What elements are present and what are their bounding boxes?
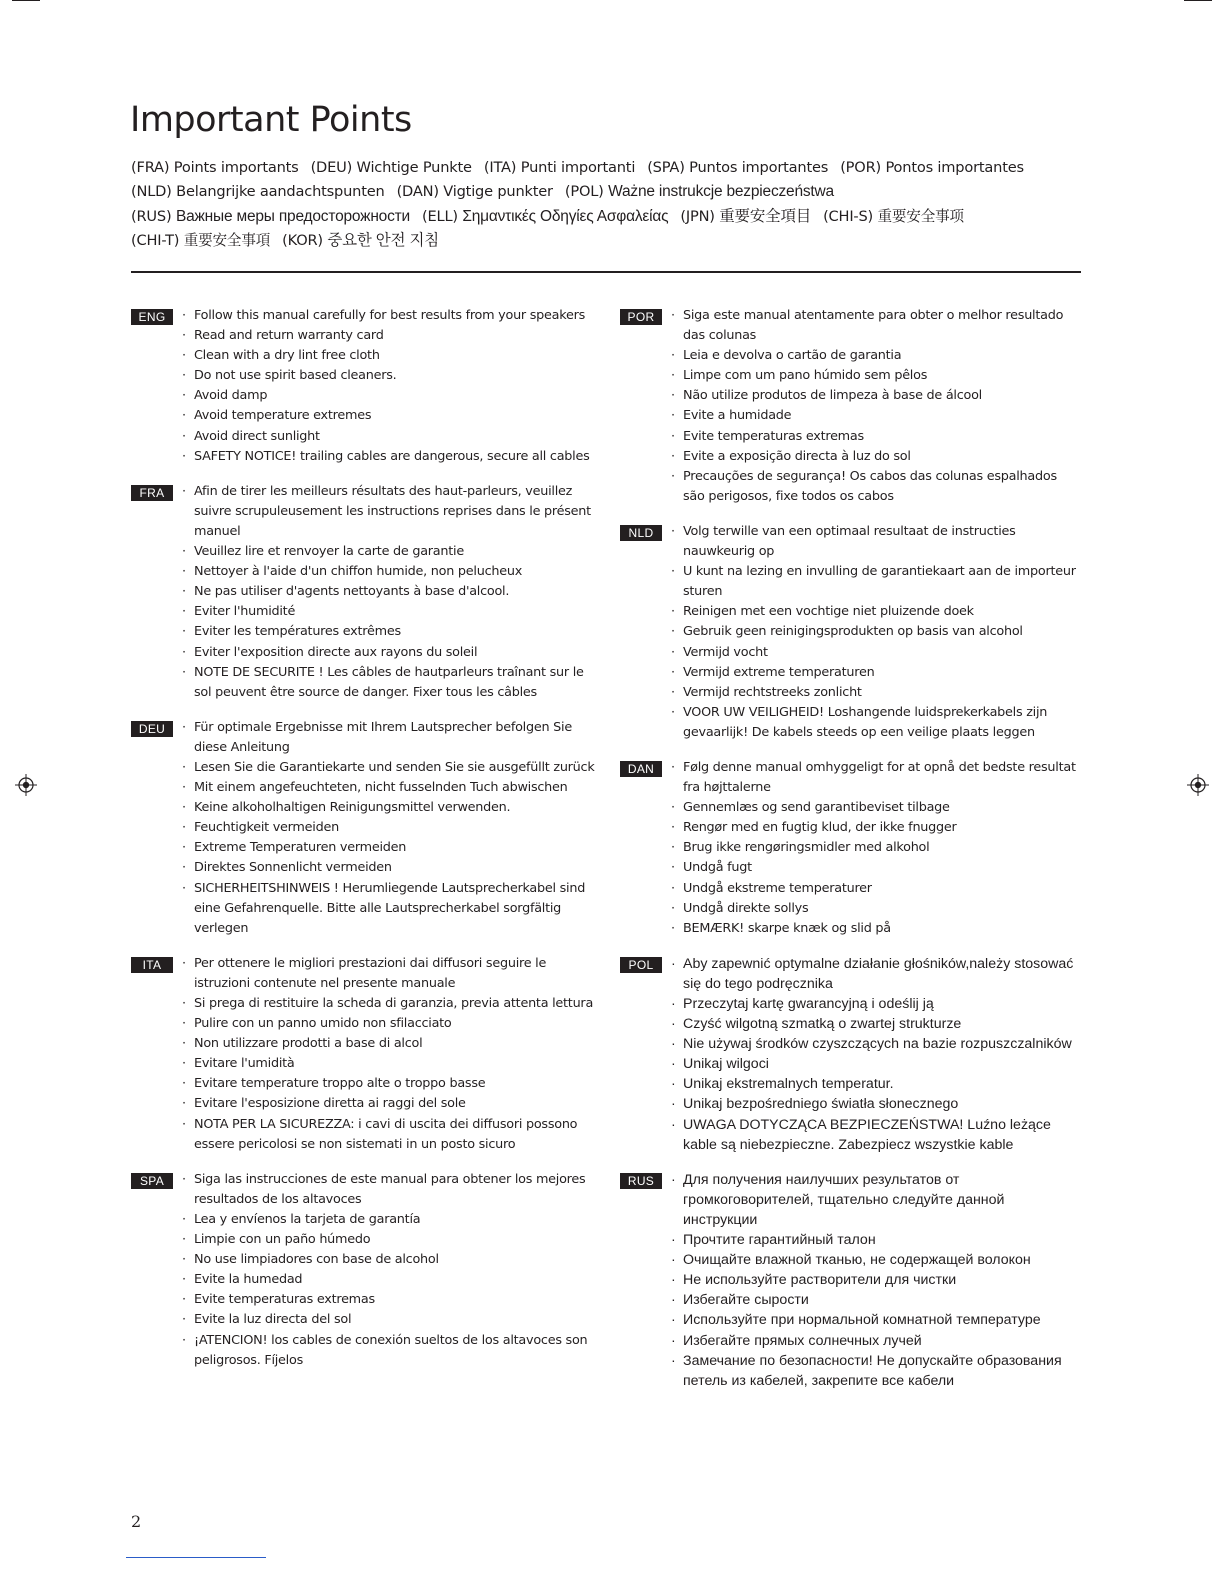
translation-code: (JPN): [680, 207, 715, 225]
section-ita: [131, 954, 601, 1155]
registration-mark-icon: [1187, 774, 1209, 796]
translation-entry: [840, 159, 1024, 176]
translation-text: Pontos importantes: [885, 159, 1024, 176]
translation-entry: [131, 208, 410, 225]
list-item: · Ne pas utiliser d'agents nettoyants à base d'alcool.: [182, 582, 601, 602]
section-rus: [620, 1170, 1080, 1391]
translation-code: (ELL): [422, 207, 458, 225]
section-eng: [131, 306, 601, 467]
list-item: · Brug ikke rengøringsmidler med alkohol: [671, 838, 1080, 858]
list-item: · Reinigen met een vochtige niet pluizende doek: [671, 602, 1080, 622]
translation-entry: [823, 208, 964, 225]
bullet-list: [131, 1170, 601, 1371]
translation-text: Σημαντικές Οδηγίες Ασφαλείας: [462, 207, 669, 225]
list-item: · Não utilize produtos de limpeza à base de álcool: [671, 386, 1080, 406]
list-item: · Leia e devolva o cartão de garantia: [671, 346, 1080, 366]
bullet-list: [620, 1170, 1080, 1391]
translation-entry: [680, 208, 811, 225]
translation-entry: [131, 159, 299, 176]
translation-text: 重要安全事项: [877, 207, 964, 225]
list-item: · Afin de tirer les meilleurs résultats des haut-parleurs, veuillez suivre scrupuleusement les instructions reprises dans le présent manuel: [182, 482, 601, 542]
list-item: · Lesen Sie die Garantiekarte und senden Sie sie ausgefüllt zurück: [182, 758, 601, 778]
list-item: · Vermijd rechtstreeks zonlicht: [671, 683, 1080, 703]
translation-code: (RUS): [131, 207, 172, 225]
section-deu: [131, 718, 601, 939]
language-badge: ENG: [131, 309, 173, 325]
bullet-list: [131, 954, 601, 1155]
list-item: · Avoid temperature extremes: [182, 406, 601, 426]
bullet-list: [620, 758, 1080, 939]
list-item: · NOTE DE SECURITE ! Les câbles de hautparleurs traînant sur le sol peuvent être source de danger. Fixer tous les câbles: [182, 663, 601, 703]
translation-line: [131, 229, 1081, 253]
translation-text: Belangrijke aandachtspunten: [176, 183, 385, 201]
translation-code: (NLD): [131, 183, 172, 201]
list-item: · Undgå ekstreme temperaturer: [671, 879, 1080, 899]
list-item: · Follow this manual carefully for best results from your speakers: [182, 306, 601, 326]
list-item: · Per ottenere le migliori prestazioni dai diffusori seguire le istruzioni contenute nel presente manuale: [182, 954, 601, 994]
bullet-list: [620, 522, 1080, 743]
section-nld: [620, 522, 1080, 743]
list-item: · Precauções de segurança! Os cabos das colunas espalhados são perigosos, fixe todos os cabos: [671, 467, 1080, 507]
list-item: · BEMÆRK! skarpe knæk og slid på: [671, 919, 1080, 939]
translation-code: (FRA): [131, 159, 170, 176]
list-item: · Do not use spirit based cleaners.: [182, 366, 601, 386]
list-item: · Unikaj ekstremalnych temperatur.: [671, 1074, 1080, 1094]
list-item: · Используйте при нормальной комнатной температуре: [671, 1310, 1080, 1330]
list-item: · Unikaj wilgoci: [671, 1054, 1080, 1074]
list-item: · Eviter l'humidité: [182, 602, 601, 622]
title-translations: [131, 156, 1081, 253]
list-item: · Przeczytaj kartę gwarancyjną i odeślij ją: [671, 994, 1080, 1014]
translation-line: [131, 205, 1081, 229]
header-divider: [131, 271, 1081, 273]
list-item: · Evite temperaturas extremas: [182, 1290, 601, 1310]
list-item: · Limpe com um pano húmido sem pêlos: [671, 366, 1080, 386]
list-item: · UWAGA DOTYCZĄCA BEZPIECZEŃSTWA! Luźno leżące kable są niebezpieczne. Zabezpiecz wszystkie kable: [671, 1115, 1080, 1155]
translation-code: (POR): [840, 159, 882, 176]
list-item: · VOOR UW VEILIGHEID! Loshangende luidsprekerkabels zijn gevaarlijk! De kabels steeds op een veilige plaats leggen: [671, 703, 1080, 743]
translation-text: Points importants: [173, 159, 299, 176]
section-por: [620, 306, 1080, 507]
translation-code: (CHI-T): [131, 231, 180, 249]
translation-code: (CHI-S): [823, 207, 874, 225]
translation-text: Vigtige punkter: [443, 183, 553, 201]
list-item: · Veuillez lire et renvoyer la carte de garantie: [182, 542, 601, 562]
list-item: · Keine alkoholhaltigen Reinigungsmittel verwenden.: [182, 798, 601, 818]
list-item: · Czyść wilgotną szmatką o zwartej strukturze: [671, 1014, 1080, 1034]
translation-entry: [131, 183, 385, 200]
list-item: · Избегайте сырости: [671, 1290, 1080, 1310]
language-badge: POR: [620, 309, 662, 325]
list-item: · Avoid direct sunlight: [182, 427, 601, 447]
translation-text: Punti importanti: [520, 159, 636, 176]
translation-entry: [282, 232, 439, 249]
footer-line: [126, 1557, 266, 1558]
translation-text: Puntos importantes: [689, 159, 829, 176]
translation-entry: [565, 183, 834, 200]
list-item: · Gebruik geen reinigingsprodukten op basis van alcohol: [671, 622, 1080, 642]
list-item: · Прочтите гарантийный талон: [671, 1230, 1080, 1250]
list-item: · Evitare l'esposizione diretta ai raggi del sole: [182, 1094, 601, 1114]
translation-code: (KOR): [282, 231, 323, 249]
list-item: · SICHERHEITSHINWEIS ! Herumliegende Lautsprecherkabel sind eine Gefahrenquelle. Bitte alle Lautsprecherkabel sorgfältig verlegen: [182, 879, 601, 939]
translation-entry: [484, 159, 635, 176]
language-badge: NLD: [620, 525, 662, 541]
page-number: 2: [131, 1512, 142, 1531]
list-item: · No use limpiadores con base de alcohol: [182, 1250, 601, 1270]
list-item: · Undgå direkte sollys: [671, 899, 1080, 919]
list-item: · Siga este manual atentamente para obter o melhor resultado das colunas: [671, 306, 1080, 346]
list-item: · Undgå fugt: [671, 858, 1080, 878]
list-item: · NOTA PER LA SICUREZZA: i cavi di uscita dei diffusori possono essere pericolosi se non sistemati in un posto sicuro: [182, 1115, 601, 1155]
list-item: · Eviter les températures extrêmes: [182, 622, 601, 642]
list-item: · Si prega di restituire la scheda di garanzia, previa attenta lettura: [182, 994, 601, 1014]
list-item: · Unikaj bezpośredniego światła słonecznego: [671, 1094, 1080, 1114]
translation-code: (DAN): [396, 183, 439, 201]
list-item: · U kunt na lezing en invulling de garantiekaart aan de importeur sturen: [671, 562, 1080, 602]
list-item: · Для получения наилучших результатов от громкоговорителей, тщательно следуйте данной инструкции: [671, 1170, 1080, 1230]
list-item: · Rengør med en fugtig klud, der ikke fnugger: [671, 818, 1080, 838]
list-item: · Non utilizzare prodotti a base di alcol: [182, 1034, 601, 1054]
translation-entry: [422, 208, 668, 225]
list-item: · Limpie con un paño húmedo: [182, 1230, 601, 1250]
translation-text: Важные меры предосторожности: [175, 207, 411, 225]
list-item: · Не используйте растворители для чистки: [671, 1270, 1080, 1290]
bullet-list: [131, 482, 601, 703]
section-fra: [131, 482, 601, 703]
list-item: · Volg terwille van een optimaal resultaat de instructies nauwkeurig op: [671, 522, 1080, 562]
list-item: · Extreme Temperaturen vermeiden: [182, 838, 601, 858]
bullet-list: [620, 954, 1080, 1155]
list-item: · Lea y envíenos la tarjeta de garantía: [182, 1210, 601, 1230]
list-item: · Avoid damp: [182, 386, 601, 406]
translation-text: Wichtige Punkte: [356, 159, 472, 176]
bullet-list: [131, 718, 601, 939]
language-badge: SPA: [131, 1173, 173, 1189]
section-spa: [131, 1170, 601, 1371]
list-item: · Direktes Sonnenlicht vermeiden: [182, 858, 601, 878]
list-item: · Избегайте прямых солнечных лучей: [671, 1331, 1080, 1351]
list-item: · Eviter l'exposition directe aux rayons du soleil: [182, 643, 601, 663]
crop-mark-right: [1184, 0, 1212, 1]
list-item: · Evitare temperature troppo alte o troppo basse: [182, 1074, 601, 1094]
list-item: · Følg denne manual omhyggeligt for at opnå det bedste resultat fra højttalerne: [671, 758, 1080, 798]
translation-text: 重要安全項目: [719, 207, 812, 225]
list-item: · Evite la humedad: [182, 1270, 601, 1290]
list-item: · Nie używaj środków czyszczących na bazie rozpuszczalników: [671, 1034, 1080, 1054]
list-item: · Nettoyer à l'aide d'un chiffon humide, non pelucheux: [182, 562, 601, 582]
translation-code: (DEU): [310, 159, 353, 176]
list-item: · SAFETY NOTICE! trailing cables are dangerous, secure all cables: [182, 447, 601, 467]
registration-mark-icon: [15, 774, 37, 796]
translation-code: (POL): [564, 183, 604, 201]
list-item: · Gennemlæs og send garantibeviset tilbage: [671, 798, 1080, 818]
list-item: · ¡ATENCION! los cables de conexión sueltos de los altavoces son peligrosos. Fíjelos: [182, 1331, 601, 1371]
list-item: · Clean with a dry lint free cloth: [182, 346, 601, 366]
page-title: Important Points: [130, 100, 412, 140]
left-column: [131, 306, 601, 1386]
language-badge: RUS: [620, 1173, 662, 1189]
list-item: · Evitare l'umidità: [182, 1054, 601, 1074]
bullet-list: [131, 306, 601, 467]
translation-code: (SPA): [647, 159, 685, 176]
translation-text: 重要安全事項: [183, 231, 271, 249]
section-dan: [620, 758, 1080, 939]
bullet-list: [620, 306, 1080, 507]
list-item: · Aby zapewnić optymalne działanie głośników,należy stosować się do tego podręcznika: [671, 954, 1080, 994]
list-item: · Vermijd extreme temperaturen: [671, 663, 1080, 683]
translation-line: [131, 156, 1081, 180]
list-item: · Evite temperaturas extremas: [671, 427, 1080, 447]
translation-entry: [311, 159, 472, 176]
list-item: · Siga las instrucciones de este manual para obtener los mejores resultados de los altavoces: [182, 1170, 601, 1210]
language-badge: POL: [620, 957, 662, 973]
language-badge: DAN: [620, 761, 662, 777]
list-item: · Feuchtigkeit vermeiden: [182, 818, 601, 838]
translation-line: [131, 180, 1081, 204]
list-item: · Замечание по безопасности! Не допускайте образования петель из кабелей, закрепите все кабели: [671, 1351, 1080, 1391]
list-item: · Evite a exposição directa à luz do sol: [671, 447, 1080, 467]
language-badge: ITA: [131, 957, 173, 973]
list-item: · Read and return warranty card: [182, 326, 601, 346]
language-badge: FRA: [131, 485, 173, 501]
right-column: [620, 306, 1080, 1406]
language-badge: DEU: [131, 721, 173, 737]
list-item: · Für optimale Ergebnisse mit Ihrem Lautsprecher befolgen Sie diese Anleitung: [182, 718, 601, 758]
list-item: · Очищайте влажной тканью, не содержащей волокон: [671, 1250, 1080, 1270]
list-item: · Pulire con un panno umido non sfilacciato: [182, 1014, 601, 1034]
translation-code: (ITA): [483, 159, 517, 176]
list-item: · Evite a humidade: [671, 406, 1080, 426]
translation-entry: [397, 183, 553, 200]
crop-mark-left: [12, 0, 40, 1]
list-item: · Vermijd vocht: [671, 643, 1080, 663]
translation-text: 중요한 안전 지침: [327, 231, 439, 249]
list-item: · Evite la luz directa del sol: [182, 1310, 601, 1330]
translation-entry: [647, 159, 828, 176]
list-item: · Mit einem angefeuchteten, nicht fusselnden Tuch abwischen: [182, 778, 601, 798]
translation-entry: [131, 232, 270, 249]
section-pol: [620, 954, 1080, 1155]
translation-text: Ważne instrukcje bezpieczeństwa: [608, 183, 834, 201]
